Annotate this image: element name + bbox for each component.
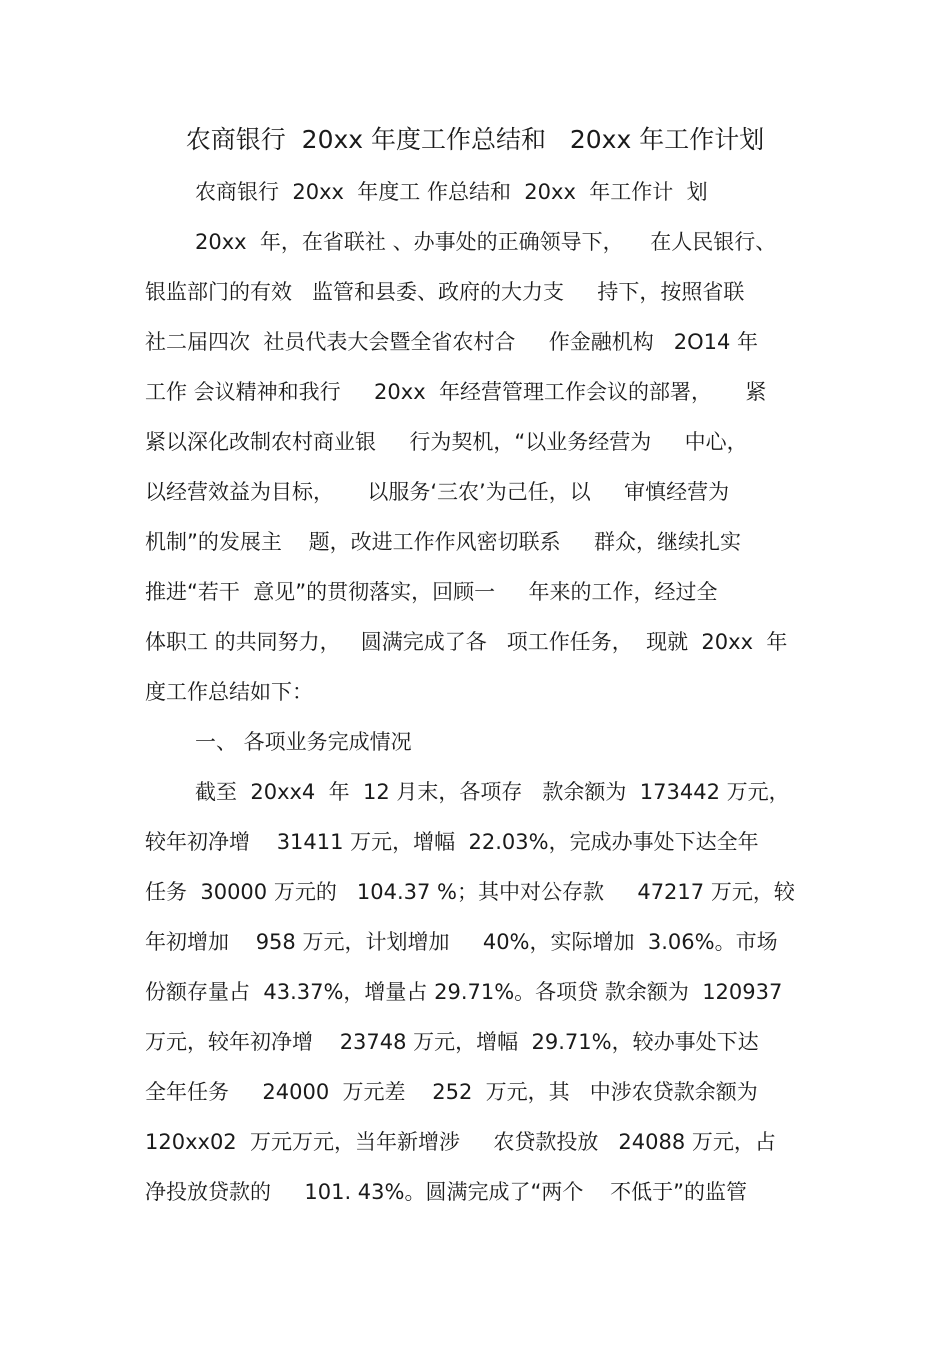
paragraph-line: 机制”的发展主 题，改进工作作风密切联系 群众，继续扎实 [145, 530, 741, 554]
document-title: 农商银行 20xx 年度工作总结和 20xx 年工作计划 [185, 125, 765, 154]
paragraph-line: 20xx 年，在省联社 、办事处的正确领导下， 在人民银行、 [195, 230, 777, 254]
paragraph-line: 银监部门的有效 监管和县委、政府的大力支 持下，按照省联 [145, 280, 745, 304]
paragraph-line: 万元，较年初净增 23748 万元，增幅 29.71%，较办事处下达 [145, 1030, 759, 1054]
paragraph-line: 全年任务 24000 万元差 252 万元，其 中涉农贷款余额为 [145, 1080, 758, 1104]
section-heading: 一、 各项业务完成情况 [195, 730, 412, 754]
paragraph-line: 社二届四次 社员代表大会暨全省农村合 作金融机构 2O14 年 [145, 330, 759, 354]
paragraph-line: 较年初净增 31411 万元，增幅 22.03%，完成办事处下达全年 [145, 830, 759, 854]
paragraph-line: 截至 20xx4 年 12 月末，各项存 款余额为 173442 万元， [195, 780, 790, 804]
paragraph-line: 紧以深化改制农村商业银 行为契机，“以业务经营为 中心， [145, 430, 748, 454]
paragraph-line: 工作 会议精神和我行 20xx 年经营管理工作会议的部署， 紧 [145, 380, 767, 404]
paragraph-line: 度工作总结如下： [145, 680, 313, 704]
paragraph-line: 净投放贷款的 101. 43%。圆满完成了“两个 不低于”的监管 [145, 1180, 747, 1204]
paragraph-line: 以经营效益为目标， 以服务‘三农’为己任，以 审慎经营为 [145, 480, 730, 504]
paragraph-line: 推进“若干 意见”的贯彻落实，回顾一 年来的工作，经过全 [145, 580, 718, 604]
paragraph-line: 120xx02 万元万元，当年新增涉 农贷款投放 24088 万元，占 [145, 1130, 776, 1154]
paragraph-line: 体职工 的共同努力， 圆满完成了各 项工作任务， 现就 20xx 年 [145, 630, 788, 654]
paragraph-line: 年初增加 958 万元，计划增加 40%，实际增加 3.06%。市场 [145, 930, 778, 954]
paragraph-line: 任务 30000 万元的 104.37 %；其中对公存款 47217 万元，较 [145, 880, 795, 904]
paragraph-line: 份额存量占 43.37%，增量占 29.71%。各项贷 款余额为 120937 [145, 980, 783, 1004]
subtitle-line: 农商银行 20xx 年度工 作总结和 20xx 年工作计 划 [195, 180, 708, 204]
